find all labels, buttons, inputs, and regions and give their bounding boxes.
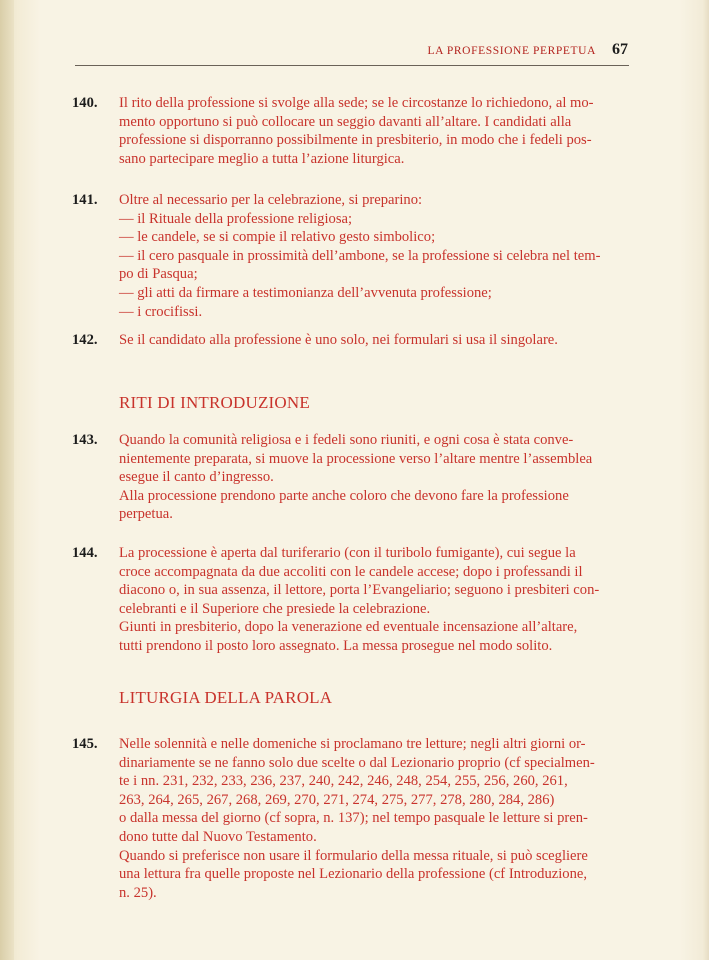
text-line: esegue il canto d’ingresso.: [119, 469, 274, 486]
heading-liturgy-of-the-word: LITURGIA DELLA PAROLA: [119, 688, 333, 707]
section-number: 142.: [72, 332, 98, 348]
text-line: tutti prendono il posto loro assegnato. La messa prosegue nel modo solito.: [119, 637, 553, 654]
text-line: Alla processione prendono parte anche coloro che devono fare la professione: [119, 487, 569, 504]
section-body: [119, 735, 629, 902]
text-line: nientemente preparata, si muove la processione verso l’altare mentre l’assemblea: [119, 450, 593, 467]
paragraph: [119, 191, 629, 321]
text-line: croce accompagnata da due accoliti con le candele accese; dopo i professandi il: [119, 563, 583, 580]
text-line: n. 25).: [119, 884, 157, 901]
section-142: [72, 331, 632, 350]
paragraph: [119, 618, 629, 655]
text-line: sano partecipare meglio a tutta l’azione liturgica.: [119, 150, 405, 167]
text-line: po di Pasqua;: [119, 266, 198, 283]
section-143: [72, 431, 632, 524]
paragraph: [119, 331, 629, 350]
header-rule: [75, 65, 629, 66]
text-line: dinariamente se ne fanno solo due scelte o dal Lezionario proprio (cf specialmen-: [119, 754, 595, 771]
text-line: celebranti e il Superiore che presiede la celebrazione.: [119, 600, 431, 617]
text-line: Quando la comunità religiosa e i fedeli sono riuniti, e ogni cosa è stata conve-: [119, 432, 574, 448]
list-item: — il cero pasquale in prossimità dell’ambone, se la professione si celebra nel tem-: [119, 247, 601, 264]
paragraph: [119, 544, 629, 618]
page-gutter-shadow: [0, 0, 14, 960]
text-line: Quando si preferisce non usare il formulario della messa rituale, si può scegliere: [119, 847, 588, 864]
section-body: [119, 191, 629, 321]
paragraph: [119, 847, 629, 903]
section-number: 143.: [72, 432, 98, 448]
text-line: perpetua.: [119, 506, 173, 523]
running-title: LA PROFESSIONE PERPETUA: [427, 45, 596, 57]
section-145: [72, 735, 632, 902]
section-number: 141.: [72, 192, 98, 208]
page-edge-shadow: [703, 0, 709, 960]
text-line: professione si disporranno possibilmente in presbiterio, in modo che i fedeli pos-: [119, 132, 592, 149]
paragraph: [119, 431, 629, 487]
text-line: Il rito della professione si svolge alla sede; se le circostanze lo richiedono, al mo-: [119, 95, 594, 111]
paragraph: [119, 487, 629, 524]
heading-introductory-rites: RITI DI INTRODUZIONE: [119, 393, 310, 412]
section-140: [72, 94, 632, 168]
text-line: mento opportuno si può collocare un seggio davanti all’altare. I candidati alla: [119, 113, 572, 130]
list-item: — i crocifissi.: [119, 303, 203, 320]
text-line: Nelle solennità e nelle domeniche si proclamano tre letture; negli altri giorni or-: [119, 736, 586, 752]
text-line: Giunti in presbiterio, dopo la venerazione ed eventuale incensazione all’altare,: [119, 619, 578, 636]
section-body: [119, 94, 629, 168]
section-number: 140.: [72, 95, 98, 111]
text-line: una lettura fra quelle proposte nel Lezionario della professione (cf Introduzione,: [119, 866, 588, 883]
paragraph: [119, 735, 629, 847]
section-body: [119, 544, 629, 656]
text-line: 263, 264, 265, 267, 268, 269, 270, 271, 274, 275, 277, 278, 280, 284, 286): [119, 791, 555, 808]
list-item: — il Rituale della professione religiosa;: [119, 210, 353, 227]
text-line: dono tutte dal Nuovo Testamento.: [119, 828, 317, 845]
section-body: [119, 431, 629, 524]
list-item: — gli atti da firmare a testimonianza dell’avvenuta professione;: [119, 284, 492, 301]
text-line: te i nn. 231, 232, 233, 236, 237, 240, 242, 246, 248, 254, 255, 256, 260, 261,: [119, 773, 568, 790]
paragraph: [119, 94, 629, 168]
text-line: Oltre al necessario per la celebrazione, si preparino:: [119, 192, 423, 208]
section-144: [72, 544, 632, 656]
text-line: Se il candidato alla professione è uno solo, nei formulari si usa il singolare.: [119, 332, 558, 348]
text-line: La processione è aperta dal turiferario (con il turibolo fumigante), cui segue la: [119, 545, 576, 561]
running-header: [400, 41, 628, 63]
section-141: [72, 191, 632, 321]
page-number: 67: [612, 41, 628, 58]
section-number: 145.: [72, 736, 98, 752]
list-item: — le candele, se si compie il relativo gesto simbolico;: [119, 229, 436, 246]
text-line: diacono o, in sua assenza, il lettore, porta l’Evangeliario; seguono i presbiteri con-: [119, 582, 600, 599]
text-line: o dalla messa del giorno (cf sopra, n. 137); nel tempo pasquale le letture si pren-: [119, 810, 588, 827]
section-number: 144.: [72, 545, 98, 561]
section-body: [119, 331, 629, 350]
